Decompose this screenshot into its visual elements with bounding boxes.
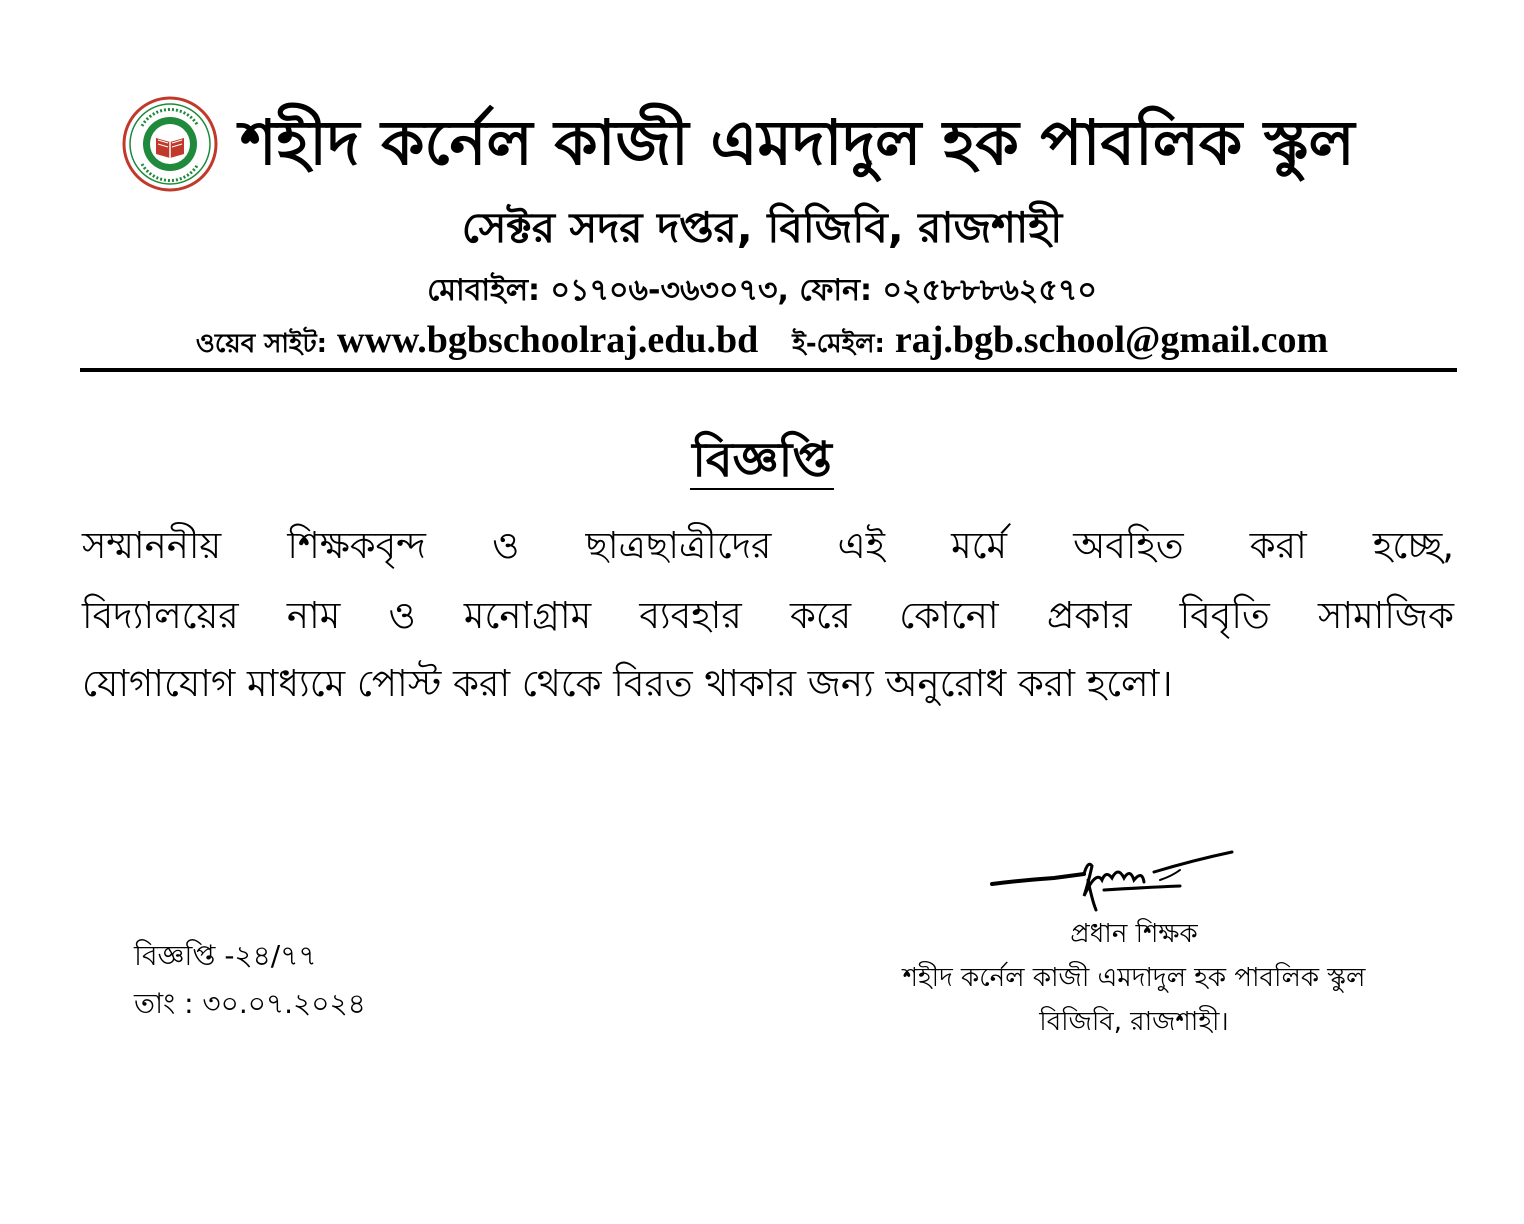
website-link[interactable]: www.bgbschoolraj.edu.bd [337, 319, 759, 361]
signatory-place: বিজিবি, রাজশাহী। [1039, 1007, 1229, 1037]
handwritten-signature-icon [984, 840, 1244, 920]
notice-title: বিজ্ঞপ্তি [692, 432, 832, 488]
notice-body-line: বিদ্যালয়ের নাম ও মনোগ্রাম ব্যবহার করে কোনো প্রকার বিবৃতি সামাজিক [82, 594, 1454, 637]
header-divider [80, 368, 1457, 372]
email-label: ই-মেইল: [792, 329, 885, 359]
notice-body-line: যোগাযোগ মাধ্যমে পোস্ট করা থেকে বিরত থাকার জন্য অনুরোধ করা হলো। [82, 662, 1173, 705]
school-name: শহীদ কর্নেল কাজী এমদাদুল হক পাবলিক স্কুল [240, 106, 1355, 179]
signatory-school: শহীদ কর্নেল কাজী এমদাদুল হক পাবলিক স্কুল [902, 963, 1366, 993]
notice-title-wrap [0, 428, 1524, 496]
school-seal-icon [122, 96, 218, 192]
signatory-title: প্রধান শিক্ষক [1070, 919, 1198, 949]
notice-date: তাং : ৩০.০৭.২০২৪ [134, 987, 366, 1020]
reference-number: বিজ্ঞপ্তি -২৪/৭৭ [134, 939, 317, 972]
notice-body-line: সম্মাননীয় শিক্ষকবৃন্দ ও ছাত্রছাত্রীদের এই মর্মে অবহিত করা হচ্ছে, [82, 524, 1454, 567]
contact-row [0, 318, 1524, 368]
email-link[interactable]: raj.bgb.school@gmail.com [894, 319, 1329, 361]
website-label: ওয়েব সাইট: [195, 329, 328, 359]
school-address: সেক্টর সদর দপ্তর, বিজিবি, রাজশাহী [461, 203, 1063, 252]
phone-line: মোবাইল: ০১৭০৬-৩৬৩০৭৩, ফোন: ০২৫৮৮৮৬২৫৭০ [427, 273, 1097, 308]
